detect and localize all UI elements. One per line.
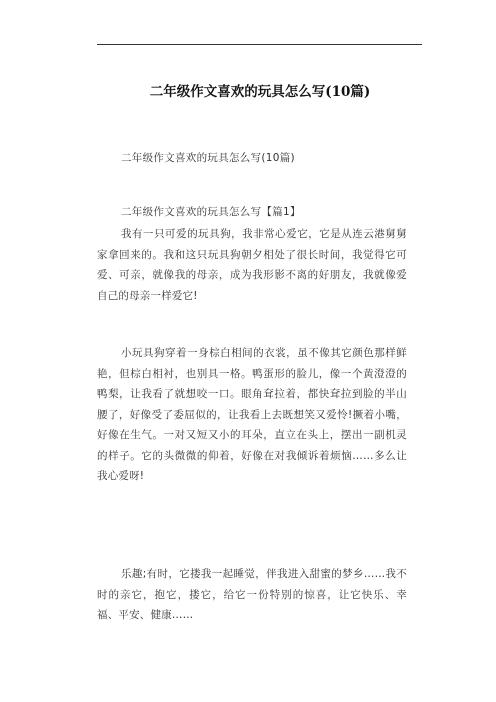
- paragraph-1: 我有一只可爱的玩具狗，我非常心爱它，它是从连云港舅舅家拿回来的。我和这只玩具狗朝夕相处了很长时间，我觉得它可爱、可亲，就像我的母亲，成为我形影不离的好朋友，我就像爱自己的母亲一样爱它!: [97, 228, 407, 302]
- paragraph-2: 小玩具狗穿着一身棕白相间的衣裳，虽不像其它颜色那样鲜艳，但棕白相衬，也别具一格。鸭蛋形的脸儿，像一个黄澄澄的鸭梨，让我看了就想咬一口。眼角耷拉着，都快耷拉到脸的半山腰了，好像受了委屈似的，让我看上去既想笑又爱怜!撅着小嘴，好像在生气。一对又短又小的耳朵，直立在头上，摆出一副机灵的样子。它的头微微的仰着，好像在对我倾诉着烦恼……多么让我心爱呀!: [97, 347, 407, 482]
- document-subtitle: 二年级作文喜欢的玩具怎么写(10篇): [121, 152, 295, 164]
- header-rule: [97, 44, 422, 45]
- document-title: 二年级作文喜欢的玩具怎么写(10篇): [149, 84, 371, 100]
- section-heading: 二年级作文喜欢的玩具怎么写【篇1】: [121, 206, 301, 218]
- paragraph-3: 乐趣;有时，它搂我一起睡觉，伴我进入甜蜜的梦乡……我不时的亲它，抱它，搂它，给它一份特别的惊喜，让它快乐、幸福、平安、健康……: [97, 568, 407, 621]
